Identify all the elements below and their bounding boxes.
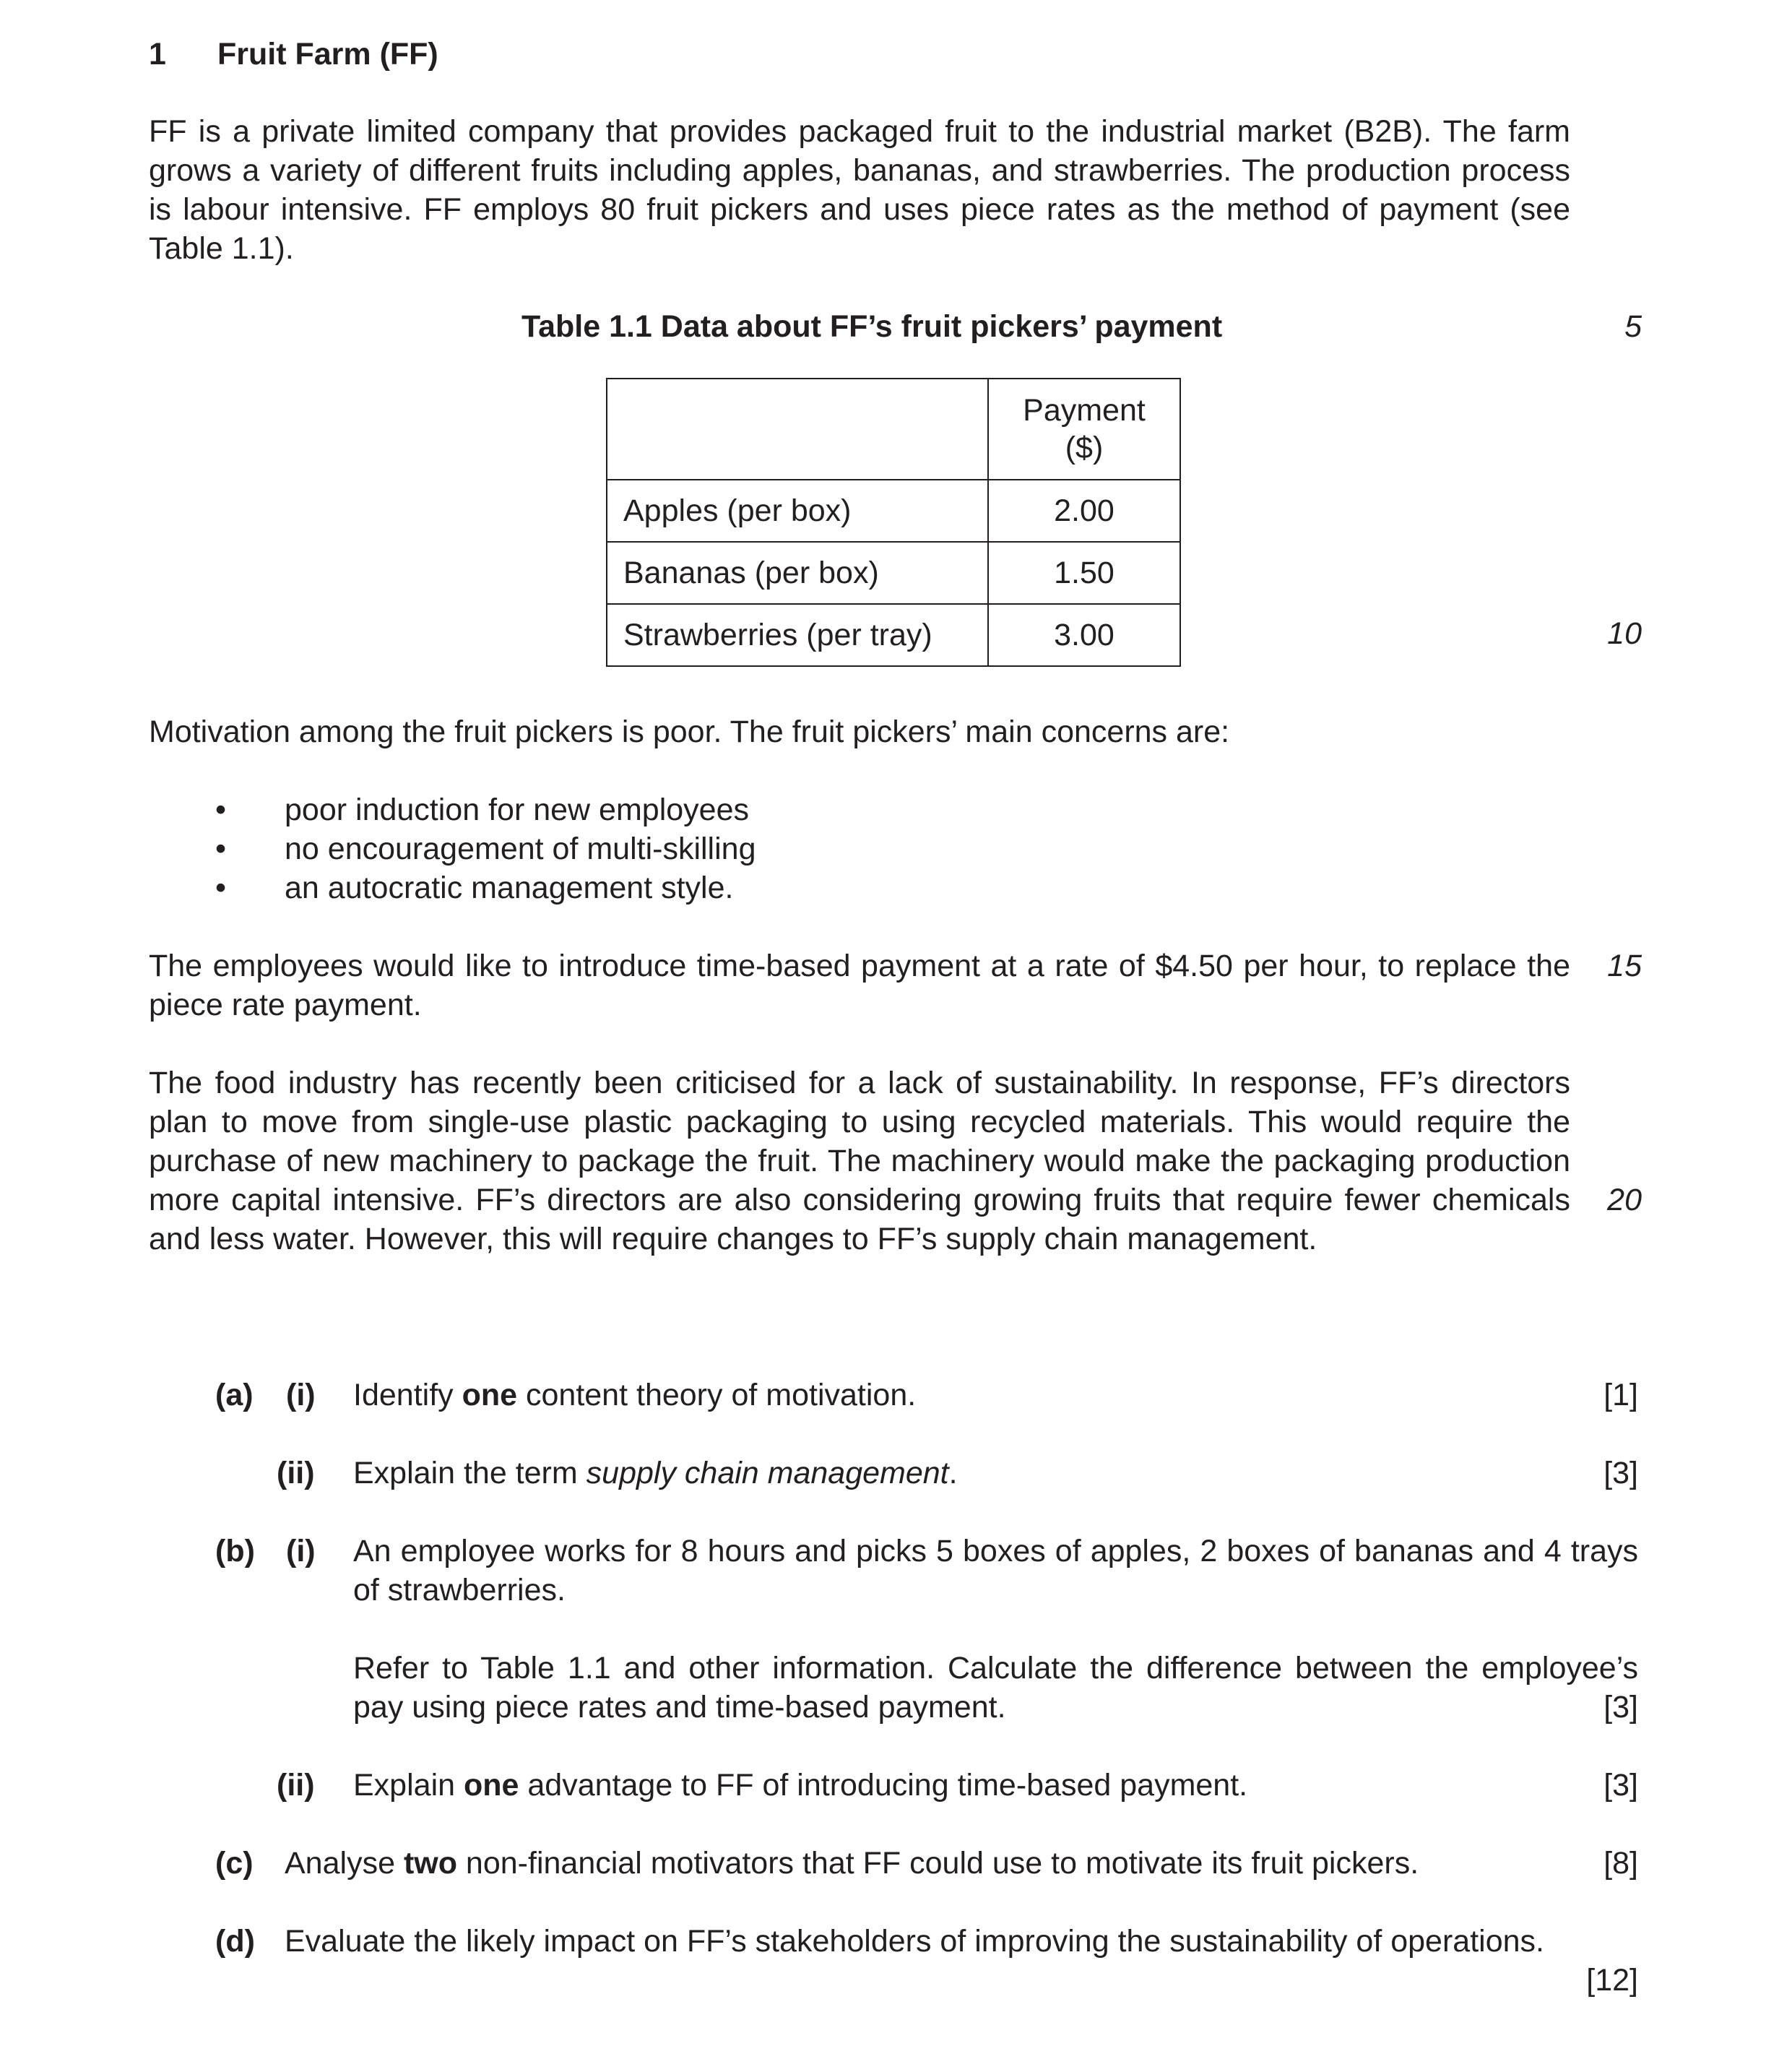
- question-number: 1: [149, 37, 166, 72]
- concern-item: no encouragement of multi-skilling: [285, 832, 756, 866]
- question-b-ii-text: [353, 1766, 1247, 1805]
- question-b-label: (b): [215, 1534, 255, 1568]
- table-row: [607, 480, 1180, 542]
- line-number-10: 10: [1607, 616, 1642, 651]
- question-b-ii-bold: one: [463, 1768, 519, 1803]
- question-b-ii-label: (ii): [277, 1768, 315, 1803]
- motivation-intro: Motivation among the fruit pickers is poor. The fruit pickers’ main concerns are:: [149, 715, 1230, 749]
- question-title: Fruit Farm (FF): [217, 37, 438, 72]
- question-c-post: non-financial motivators that FF could use to motivate its fruit pickers.: [456, 1846, 1419, 1881]
- question-a-i-bold: one: [462, 1378, 518, 1412]
- table-header-line1: Payment: [1023, 393, 1146, 428]
- question-a-ii-pre: Explain the term: [353, 1456, 586, 1490]
- question-b-i-label: (i): [286, 1534, 316, 1568]
- table-row: [607, 604, 1180, 666]
- question-c-pre: Analyse: [285, 1846, 404, 1881]
- question-a-ii-text: [353, 1454, 958, 1493]
- question-b-i-text: An employee works for 8 hours and picks 5 boxes of apples, 2 boxes of bananas and 4 trays of strawberries.: [353, 1534, 1638, 1607]
- question-a-label: (a): [215, 1378, 254, 1412]
- table-row: [607, 542, 1180, 604]
- question-a-i-text: [353, 1376, 916, 1415]
- question-b-ii-pre: Explain: [353, 1768, 464, 1803]
- bullet-icon: •: [215, 793, 227, 827]
- question-b-i-mark: [3]: [1603, 1690, 1638, 1725]
- table-cell-payment: 3.00: [988, 604, 1180, 666]
- question-b-ii-post: advantage to FF of introducing time-based payment.: [519, 1768, 1248, 1803]
- question-b-ii-mark: [3]: [1603, 1768, 1638, 1803]
- payment-table: [606, 378, 1181, 667]
- question-a-i-pre: Identify: [353, 1378, 462, 1412]
- table-cell-item: Bananas (per box): [607, 542, 988, 604]
- bullet-icon: •: [215, 832, 227, 866]
- table-header-row: [607, 379, 1180, 480]
- question-d-text: Evaluate the likely impact on FF’s stakeholders of improving the sustainability of operations.: [285, 1924, 1544, 1959]
- question-a-i-label: (i): [286, 1378, 316, 1412]
- table-header-payment: [988, 379, 1180, 480]
- question-a-ii-label: (ii): [277, 1456, 315, 1490]
- question-a-ii-mark: [3]: [1603, 1456, 1638, 1490]
- question-a-ii-italic: supply chain management: [586, 1456, 949, 1490]
- concern-item: poor induction for new employees: [285, 793, 749, 827]
- table-cell-payment: 2.00: [988, 480, 1180, 542]
- table-cell-item: Apples (per box): [607, 480, 988, 542]
- table-cell-payment: 1.50: [988, 542, 1180, 604]
- table-header-empty-cell: [607, 379, 988, 480]
- line-number-20: 20: [1607, 1183, 1642, 1217]
- question-c-bold: two: [403, 1846, 457, 1881]
- intro-paragraph: FF is a private limited company that provides packaged fruit to the industrial market (B2B). The farm grows a variety of different fruits including apples, bananas, and strawberries. The production process is labour intensive. FF employs 80 fruit pickers and uses piece rates as the method of payment (see Table 1.1).: [149, 114, 1570, 266]
- question-d-label: (d): [215, 1924, 255, 1959]
- time-payment-paragraph: The employees would like to introduce time-based payment at a rate of $4.50 per hour, to replace the piece rate payment.: [149, 949, 1570, 1022]
- line-number-15: 15: [1607, 949, 1642, 983]
- question-c-label: (c): [215, 1846, 254, 1881]
- sustainability-paragraph: The food industry has recently been criticised for a lack of sustainability. In response, FF’s directors plan to move from single-use plastic packaging to using recycled materials. This would require the purchase of new machinery to package the fruit. The machinery would make the packaging production more capital intensive. FF’s directors are also considering growing fruits that require fewer chemicals and less water. However, this will require changes to FF’s supply chain management.: [149, 1066, 1570, 1256]
- concern-item: an autocratic management style.: [285, 871, 734, 905]
- bullet-icon: •: [215, 871, 227, 905]
- table-cell-item: Strawberries (per tray): [607, 604, 988, 666]
- question-c-mark: [8]: [1603, 1846, 1638, 1881]
- question-a-i-mark: [1]: [1603, 1378, 1638, 1412]
- question-b-i-text2: Refer to Table 1.1 and other information. Calculate the difference between the employee’s pay using piece rates and time-based payment.: [353, 1651, 1638, 1725]
- question-a-i-post: content theory of motivation.: [517, 1378, 917, 1412]
- table-caption: Table 1.1 Data about FF’s fruit pickers’ payment: [521, 309, 1223, 344]
- table-header-line2: ($): [1065, 431, 1104, 465]
- question-d-mark: [12]: [1586, 1963, 1638, 1998]
- question-a-ii-post: .: [948, 1456, 958, 1490]
- line-number-5: 5: [1624, 309, 1642, 344]
- question-c-text: [285, 1844, 1419, 1883]
